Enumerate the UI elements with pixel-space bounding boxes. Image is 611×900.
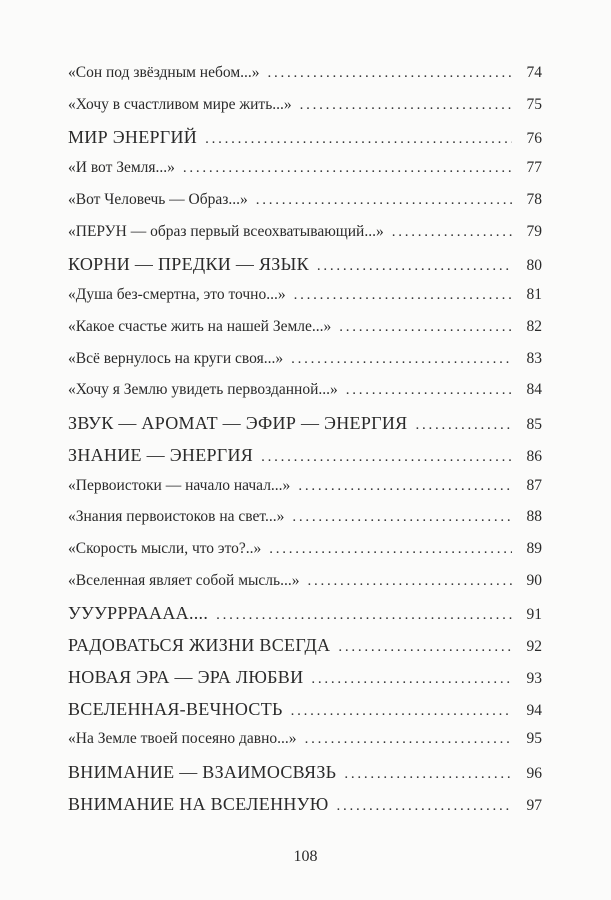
toc-entry-page: 78 [526, 190, 542, 208]
toc-entry-page: 84 [526, 381, 542, 399]
toc-entry-title: НОВАЯ ЭРА — ЭРА ЛЮБВИ [68, 666, 304, 687]
dot-leader [317, 258, 512, 275]
toc-entry-title: «Хочу я Землю увидеть первозданной...» [68, 381, 338, 399]
toc-entry [68, 603, 542, 635]
toc-entry [68, 762, 542, 794]
toc-entry-title: ЗНАНИЕ — ЭНЕРГИЯ [68, 444, 254, 465]
table-of-contents [68, 64, 542, 826]
toc-entry-page: 74 [526, 64, 542, 81]
toc-entry-page: 96 [526, 765, 542, 783]
toc-entry [68, 508, 542, 540]
toc-entry [68, 477, 542, 509]
dot-leader [205, 131, 512, 148]
toc-entry-title: УУУРРРАААА.... [68, 603, 209, 624]
dot-leader [300, 97, 512, 114]
toc-entry-page: 88 [526, 508, 542, 526]
toc-entry-title: ВНИМАНИЕ — ВЗАИМОСВЯЗЬ [68, 762, 337, 783]
toc-entry-page: 91 [526, 606, 542, 624]
toc-entry-page: 97 [526, 796, 542, 814]
dot-leader [346, 382, 512, 399]
toc-entry-page: 85 [526, 416, 542, 434]
dot-leader [291, 703, 512, 720]
toc-entry-title: «На Земле твоей посеяно давно...» [68, 730, 297, 748]
toc-entry [68, 445, 542, 477]
toc-entry-page: 86 [526, 447, 542, 465]
toc-entry-page: 90 [526, 571, 542, 589]
toc-entry [68, 159, 542, 191]
toc-entry-title: «Какое счастье жить на нашей Земле...» [68, 317, 332, 335]
toc-entry-page: 93 [526, 669, 542, 687]
toc-entry [68, 318, 542, 350]
toc-entry-title: «Душа без-смертна, это точно...» [68, 286, 286, 304]
toc-entry-page: 75 [526, 95, 542, 113]
dot-leader [268, 65, 512, 82]
dot-leader [256, 192, 512, 209]
toc-entry-page: 82 [526, 317, 542, 335]
toc-entry [68, 540, 542, 572]
toc-entry-title: «Всё вернулось на круги своя...» [68, 349, 284, 367]
toc-entry [68, 730, 542, 762]
dot-leader [216, 607, 512, 624]
dot-leader [307, 573, 512, 590]
toc-entry-page: 76 [526, 130, 542, 148]
dot-leader [291, 351, 512, 368]
toc-entry-title: КОРНИ — ПРЕДКИ — ЯЗЫК [68, 254, 309, 275]
toc-entry [68, 127, 542, 159]
toc-entry-page: 77 [526, 159, 542, 177]
dot-leader [338, 639, 512, 656]
dot-leader [269, 541, 512, 558]
toc-entry-page: 80 [526, 257, 542, 275]
dot-leader [183, 160, 512, 177]
toc-entry-title: РАДОВАТЬСЯ ЖИЗНИ ВСЕГДА [68, 635, 331, 656]
toc-entry-page: 94 [526, 701, 542, 719]
toc-entry [68, 286, 542, 318]
toc-entry-title: «Скорость мысли, что это?..» [68, 540, 262, 558]
toc-entry [68, 572, 542, 604]
toc-entry-page: 81 [526, 286, 542, 304]
toc-entry [68, 64, 542, 96]
toc-entry [68, 667, 542, 699]
dot-leader [305, 731, 512, 748]
toc-entry-title: «И вот Земля...» [68, 159, 175, 177]
toc-entry [68, 794, 542, 826]
toc-entry-page: 95 [526, 730, 542, 748]
dot-leader [294, 287, 512, 304]
toc-entry-title: ВСЕЛЕННАЯ-ВЕЧНОСТЬ [68, 698, 283, 719]
dot-leader [392, 224, 512, 241]
dot-leader [292, 509, 512, 526]
toc-entry [68, 191, 542, 223]
toc-entry [68, 381, 542, 413]
toc-entry [68, 699, 542, 731]
toc-entry [68, 413, 542, 445]
toc-entry-page: 83 [526, 349, 542, 367]
dot-leader [415, 417, 512, 434]
page-number: 108 [293, 848, 318, 865]
toc-entry-page: 89 [526, 540, 542, 558]
toc-entry-title: «Хочу в счастливом мире жить...» [68, 95, 292, 113]
toc-entry-title: «Сон под звёздным небом...» [68, 64, 260, 81]
toc-entry-title: «Вот Человечь — Образ...» [68, 190, 248, 208]
toc-entry-title: «Знания первоистоков на свет...» [68, 508, 285, 526]
dot-leader [261, 449, 512, 466]
dot-leader [298, 478, 512, 495]
toc-entry [68, 223, 542, 255]
toc-entry [68, 254, 542, 286]
toc-entry-title: «ПЕРУН — образ первый всеохватывающий...» [68, 222, 384, 240]
toc-entry-title: ВНИМАНИЕ НА ВСЕЛЕННУЮ [68, 793, 329, 814]
toc-entry-page: 79 [526, 222, 542, 240]
toc-entry-title: ЗВУК — АРОМАТ — ЭФИР — ЭНЕРГИЯ [68, 413, 408, 434]
dot-leader [339, 319, 512, 336]
toc-entry [68, 635, 542, 667]
toc-entry-title: «Первоистоки — начало начал...» [68, 476, 291, 494]
toc-entry-title: «Вселенная являет собой мысль...» [68, 571, 300, 589]
toc-entry [68, 350, 542, 382]
toc-entry [68, 96, 542, 128]
dot-leader [337, 798, 512, 815]
toc-entry-page: 92 [526, 638, 542, 656]
dot-leader [311, 671, 512, 688]
toc-entry-title: МИР ЭНЕРГИЙ [68, 127, 198, 148]
dot-leader [344, 766, 512, 783]
toc-entry-page: 87 [526, 476, 542, 494]
